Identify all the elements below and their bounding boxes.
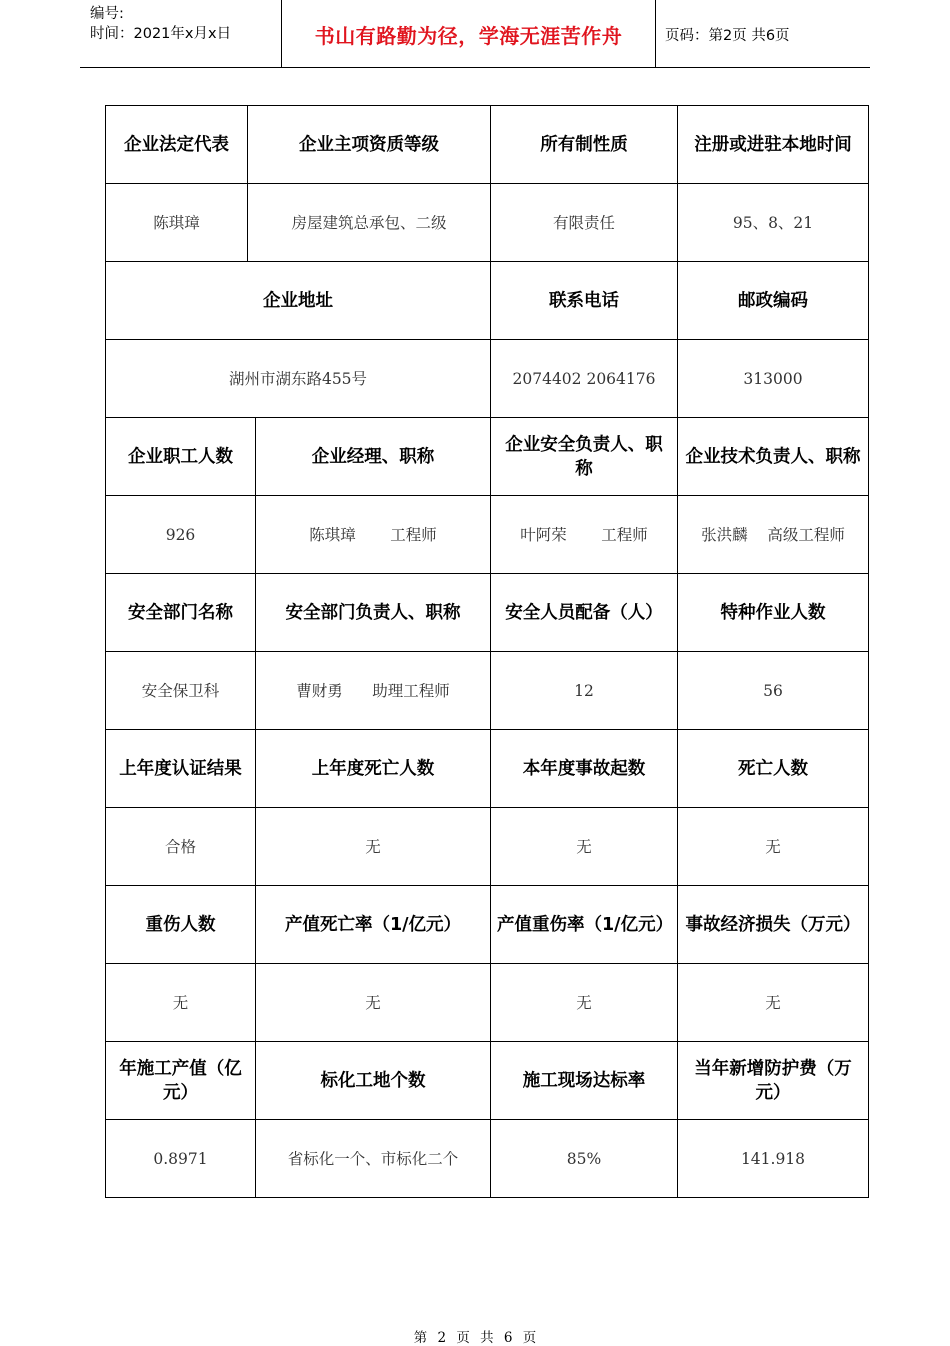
header-meta [90,4,280,44]
header-cell: 本年度事故起数 [491,730,678,808]
value-cell: 141.918 [678,1120,869,1198]
header-cell: 企业法定代表 [106,106,248,184]
header-cell: 年施工产值（亿元） [106,1042,256,1120]
value-cell: 湖州市湖东路455号 [106,340,491,418]
header-cell: 企业安全负责人、职称 [491,418,678,496]
table-row [106,340,869,418]
page-footer: 第 2 页 共 6 页 [413,1330,537,1346]
table-row [106,964,869,1042]
value-cell: 曹财勇 助理工程师 [256,652,491,730]
header-cell: 邮政编码 [678,262,869,340]
value-cell: 2074402 2064176 [491,340,678,418]
value-cell: 无 [106,964,256,1042]
table-row [106,1120,869,1198]
value-cell: 安全保卫科 [106,652,256,730]
header-cell: 企业地址 [106,262,491,340]
table-row [106,496,869,574]
header-cell: 企业职工人数 [106,418,256,496]
value-cell: 合格 [106,808,256,886]
header-cell: 联系电话 [491,262,678,340]
header-divider [655,0,656,67]
value-cell: 12 [491,652,678,730]
table-row [106,262,869,340]
page-header [80,0,870,68]
table-row [106,730,869,808]
header-cell: 上年度死亡人数 [256,730,491,808]
header-cell: 产值重伤率（1/亿元） [491,886,678,964]
header-cell: 企业经理、职称 [256,418,491,496]
value-cell: 313000 [678,340,869,418]
value-cell: 房屋建筑总承包、二级 [248,184,491,262]
header-cell: 重伤人数 [106,886,256,964]
table-row [106,574,869,652]
header-cell: 企业主项资质等级 [248,106,491,184]
value-cell: 无 [491,808,678,886]
value-cell: 有限责任 [491,184,678,262]
header-cell: 上年度认证结果 [106,730,256,808]
header-cell: 所有制性质 [491,106,678,184]
table-row [106,808,869,886]
header-cell: 注册或进驻本地时间 [678,106,869,184]
value-cell: 926 [106,496,256,574]
header-cell: 安全部门名称 [106,574,256,652]
header-page-number: 页码：第2页 共6页 [665,28,790,44]
value-cell: 56 [678,652,869,730]
table-row [106,106,869,184]
header-cell: 事故经济损失（万元） [678,886,869,964]
table-row [106,184,869,262]
value-cell: 省标化一个、市标化二个 [256,1120,491,1198]
value-cell: 无 [256,808,491,886]
serial-label: 编号: [90,6,124,22]
table-row [106,418,869,496]
header-cell: 安全人员配备（人） [491,574,678,652]
header-motto: 书山有路勤为径，学海无涯苦作舟 [314,24,623,48]
header-cell: 特种作业人数 [678,574,869,652]
value-cell: 叶阿荣 工程师 [491,496,678,574]
value-cell: 85% [491,1120,678,1198]
header-cell: 企业技术负责人、职称 [678,418,869,496]
value-cell: 无 [491,964,678,1042]
header-cell: 安全部门负责人、职称 [256,574,491,652]
safety-info-table [105,105,869,1198]
table-row [106,652,869,730]
table-row [106,886,869,964]
value-cell: 张洪麟 高级工程师 [678,496,869,574]
header-cell: 施工现场达标率 [491,1042,678,1120]
value-cell: 陈琪璋 工程师 [256,496,491,574]
value-cell: 无 [678,808,869,886]
value-cell: 0.8971 [106,1120,256,1198]
header-cell: 当年新增防护费（万元） [678,1042,869,1120]
date-label: 时间：2021年x月x日 [90,26,232,42]
header-cell: 产值死亡率（1/亿元） [256,886,491,964]
header-cell: 死亡人数 [678,730,869,808]
value-cell: 无 [678,964,869,1042]
table-row [106,1042,869,1120]
value-cell: 95、8、21 [678,184,869,262]
header-cell: 标化工地个数 [256,1042,491,1120]
value-cell: 无 [256,964,491,1042]
value-cell: 陈琪璋 [106,184,248,262]
